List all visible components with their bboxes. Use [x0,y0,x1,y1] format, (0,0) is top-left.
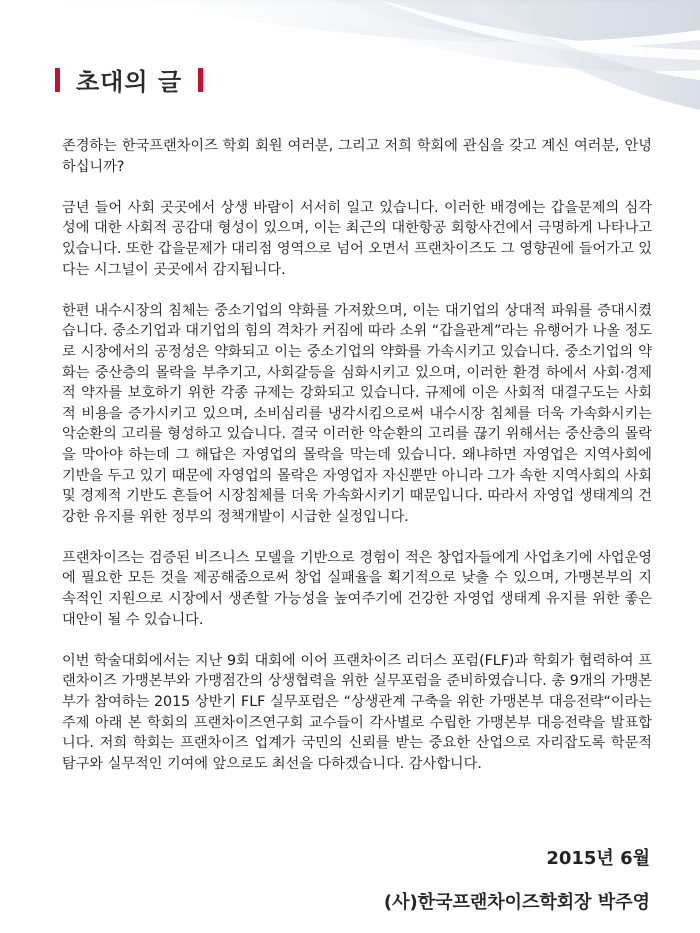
title-left-bar [55,68,60,92]
letter-signature: (사)한국프랜차이즈학회장 박주영 [383,892,650,913]
letter-paragraph: 한편 내수시장의 침체는 중소기업의 약화를 가져왔으며, 이는 대기업의 상대적 파워를 증대시켰습니다. 중소기업과 대기업의 힘의 격차가 커짐에 따라 소위 “갑을관계”라는 유행어가 나올 정도로 시장에서의 공정성은 약화되고 이는 중소기업의 약화를 가속시키고 있습니다. 중소기업의 약화는 중산층의 몰락을 부추기고, 사회갈등을 심화시키고 있으며, 이러한 환경 하에서 사회·경제적 약자를 보호하기 위한 각종 규제는 강화되고 있습니다. 규제에 이은 사회적 대결구도는 사회적 비용을 증가시키고 있으며, 소비심리를 냉각시킴으로써 내수시장 침체를 더욱 가속화시키는 악순환의 고리를 형성하고 있습니다. 결국 이러한 악순환의 고리를 끊기 위해서는 중산층의 몰락을 막아야 하는데 그 해답은 자영업의 몰락을 막는데 있습니다. 왜냐하면 자영업은 지역사회에 기반을 두고 있기 때문에 자영업의 몰락은 자영업자 자신뿐만 아니라 그가 속한 지역사회의 사회 및 경제적 기반도 흔들어 시장침체를 더욱 가속화시키기 때문입니다. 따라서 자영업 생태계의 건강한 유지를 위한 정부의 정책개발이 시급한 실정입니다. [62,302,652,525]
letter-body [62,136,652,795]
letter-date: 2015년 6월 [546,848,650,869]
page-title: 초대의 글 [76,68,183,96]
letter-paragraph: 금년 들어 사회 곳곳에서 상생 바람이 서서히 일고 있습니다. 이러한 배경에는 갑을문제의 심각성에 대한 사회적 공감대 형성이 있으며, 이는 최근의 대한항공 회항사건에서 극명하게 나타나고 있습니다. 또한 갑을문제가 대리점 영역으로 넘어 오면서 프랜차이즈도 그 영향권에 들어가고 있다는 시그널이 곳곳에서 감지됩니다. [62,199,652,278]
letter-paragraph: 프랜차이즈는 검증된 비즈니스 모델을 기반으로 경험이 적은 창업자들에게 사업초기에 사업운영에 필요한 모든 것을 제공해줌으로써 창업 실패율을 획기적으로 낮출 수 있으며, 가맹본부의 지속적인 지원으로 시장에서 생존할 가능성을 높여주기에 건강한 자영업 생태계 유지를 위한 좋은 대안이 될 수 있습니다. [62,549,652,628]
page-title-block [55,62,203,97]
letter-paragraph: 이번 학술대회에서는 지난 9회 대회에 이어 프랜차이즈 리더스 포럼(FLF)과 학회가 협력하여 프랜차이즈 가맹본부와 가맹점간의 상생협력을 위한 실무포럼을 준비하였습니다. 총 9개의 가맹본부가 참여하는 2015 상반기 FLF 실무포럼은 “상생관계 구축을 위한 가맹본부 대응전략“이라는 주제 아래 본 학회의 프랜차이즈연구회 교수들이 각사별로 수립한 가맹본부 대응전략을 발표합니다. 저희 학회는 프랜차이즈 업계가 국민의 신뢰를 받는 중요한 산업으로 자리잡도록 학문적 탐구와 실무적인 기여에 앞으로도 최선을 다하겠습니다. 감사합니다. [62,652,652,772]
letter-greeting: 존경하는 한국프랜차이즈 학회 회원 여러분, 그리고 저희 학회에 관심을 갖고 계신 여러분, 안녕하십니까? [62,138,652,175]
title-right-bar [198,68,203,92]
